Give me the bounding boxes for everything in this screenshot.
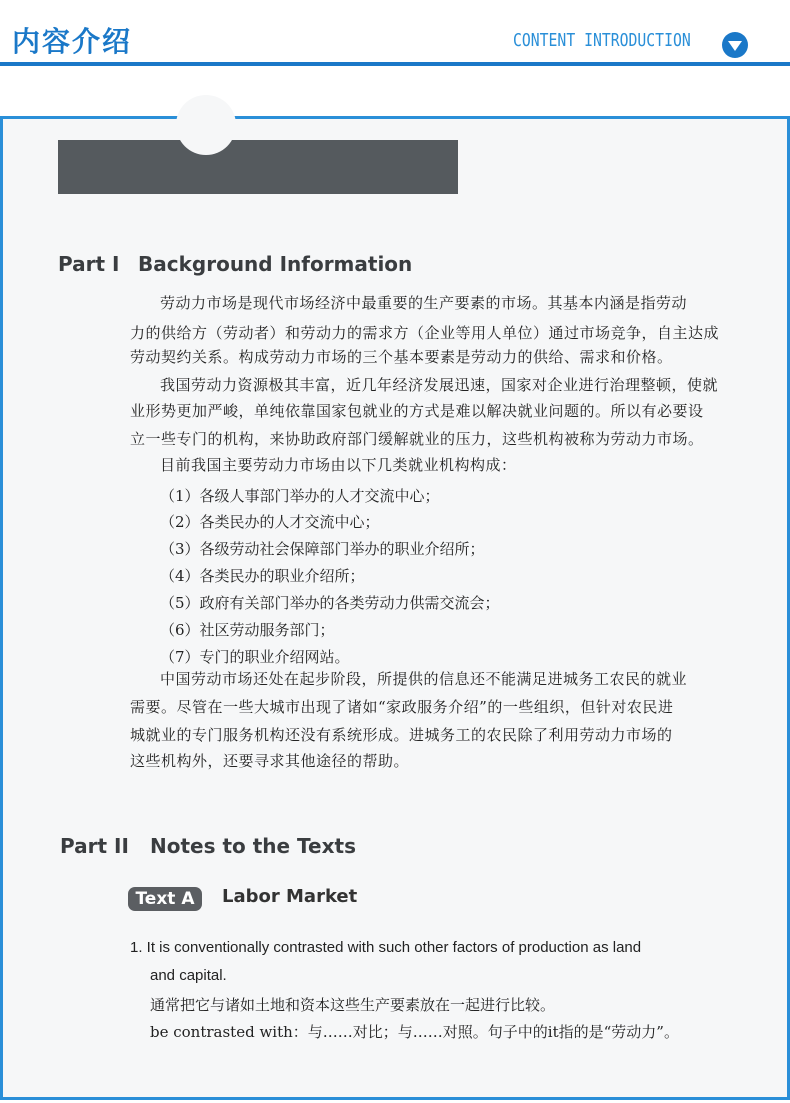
chevron-down-circle-icon[interactable] <box>722 32 748 58</box>
paragraph-line: 业形势更加严峻，单纯依靠国家包就业的方式是难以解决就业问题的。所以有必要设 <box>130 402 704 420</box>
header-chinese-title: 内容介绍 <box>12 25 133 58</box>
paragraph-line: 需要。尽管在一些大城市出现了诸如“家政服务介绍”的一些组织，但针对农民进 <box>130 698 674 716</box>
paragraph-line: 立一些专门的机构，来协助政府部门缓解就业的压力，这些机构被称为劳动力市场。 <box>130 430 704 448</box>
note-english-line: and capital. <box>150 967 227 984</box>
part1-number: Part I <box>58 252 120 276</box>
header-divider <box>0 62 790 66</box>
list-item: （1）各级人事部门举办的人才交流中心； <box>160 487 440 505</box>
page-header <box>0 0 790 70</box>
list-item: （5）政府有关部门举办的各类劳动力供需交流会； <box>160 594 500 612</box>
paragraph-line: 我国劳动力资源极其丰富，近几年经济发展迅速，国家对企业进行治理整顿，使就 <box>160 376 719 394</box>
note-explanation: be contrasted with：与……对比；与……对照。句子中的it指的是“劳动力”。 <box>150 1023 679 1041</box>
paragraph-line: 目前我国主要劳动力市场由以下几类就业机构构成： <box>160 456 517 474</box>
text-a-tag: Text A <box>128 887 202 911</box>
banner-decoration <box>176 95 236 155</box>
list-item: （7）专门的职业介绍网站。 <box>160 648 350 666</box>
part2-number: Part II <box>60 834 129 858</box>
paragraph-line: 这些机构外，还要寻求其他途径的帮助。 <box>130 752 410 770</box>
part2-title: Notes to the Texts <box>150 834 356 858</box>
paragraph-line: 力的供给方（劳动者）和劳动力的需求方（企业等用人单位）通过市场竞争，自主达成 <box>130 324 720 342</box>
part2-heading <box>60 834 356 858</box>
note-english-line: 1. It is conventionally contrasted with such other factors of production as land <box>130 939 642 956</box>
part1-heading <box>58 252 412 276</box>
paragraph-line: 劳动力市场是现代市场经济中最重要的生产要素的市场。其基本内涵是指劳动 <box>160 294 688 312</box>
list-item: （6）社区劳动服务部门； <box>160 621 335 639</box>
paragraph-line: 劳动契约关系。构成劳动力市场的三个基本要素是劳动力的供给、需求和价格。 <box>130 348 673 366</box>
list-item: （4）各类民办的职业介绍所； <box>160 567 365 585</box>
paragraph-line: 城就业的专门服务机构还没有系统形成。进城务工的农民除了利用劳动力市场的 <box>130 726 673 744</box>
note-chinese-translation: 通常把它与诸如土地和资本这些生产要素放在一起进行比较。 <box>150 996 556 1014</box>
paragraph-line: 中国劳动市场还处在起步阶段，所提供的信息还不能满足进城务工农民的就业 <box>160 670 688 688</box>
list-item: （3）各级劳动社会保障部门举办的职业介绍所； <box>160 540 485 558</box>
text-a-title: Labor Market <box>222 886 358 907</box>
part1-title: Background Information <box>138 252 413 276</box>
list-item: （2）各类民办的人才交流中心； <box>160 513 380 531</box>
chapter-banner <box>58 140 458 194</box>
header-english-title: CONTENT INTRODUCTION <box>513 30 691 51</box>
